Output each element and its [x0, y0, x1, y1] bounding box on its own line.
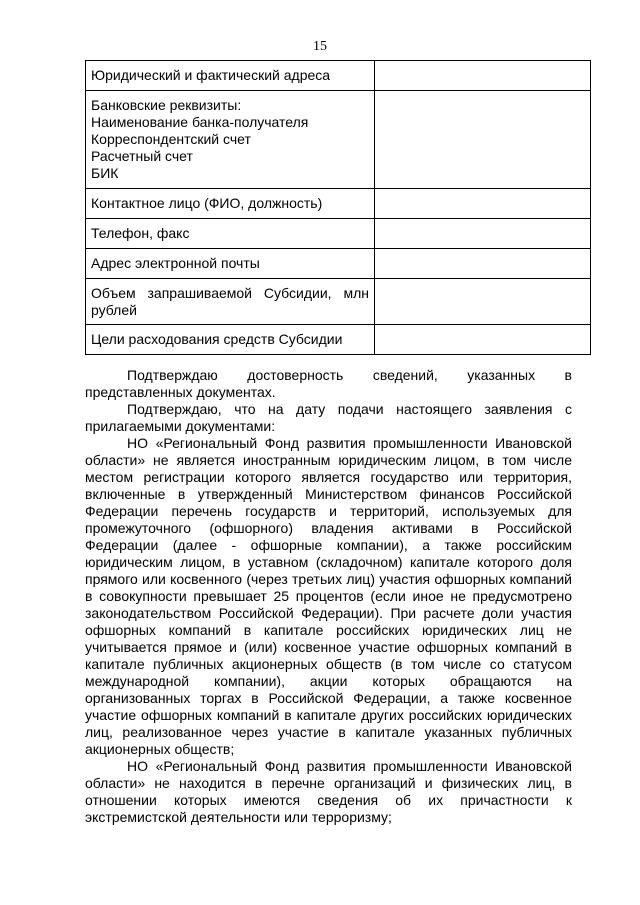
label-line: Объем запрашиваемой Субсидии, млн рублей	[91, 285, 369, 318]
label-line: Контактное лицо (ФИО, должность)	[91, 195, 323, 211]
label-line: Юридический и фактический адреса	[91, 67, 331, 83]
row-label-bank-details	[86, 91, 375, 189]
table-row	[86, 219, 591, 249]
paragraph-offshore-statement: НО «Региональный Фонд развития промышленности Ивановской области» не является иностранным юридическим лицом, в том числе местом регистрации которого является государство или территория, включенные в утвержденный Министерством финансов Российской Федерации перечень государств и территорий, используемых для промежуточного (офшорного) владения активами в Российской Федерации (далее - офшорные компании), а также российским юридическим лицом, в уставном (складочном) капитале которого доля прямого или косвенного (через третьих лиц) участия офшорных компаний в совокупности превышает 25 процентов (если иное не предусмотрено законодательством Российской Федерации). При расчете доли участия офшорных компаний в капитале российских юридических лиц не учитывается прямое и (или) косвенное участие офшорных компаний в капитале публичных акционерных обществ (в том числе со статусом международной компании), акции которых обращаются на организованных торгах в Российской Федерации, а также косвенное участие офшорных компаний в капитале других российских юридических лиц, реализованное через участие в капитале указанных публичных акционерных обществ;	[85, 435, 572, 757]
paragraph-confirm-date: Подтверждаю, что на дату подачи настоящего заявления с прилагаемыми документами:	[85, 401, 572, 434]
row-label-subsidy-purpose	[86, 325, 375, 355]
applicant-info-table	[85, 60, 591, 355]
label-line: Адрес электронной почты	[91, 255, 260, 271]
row-value-email[interactable]	[375, 249, 591, 279]
row-value-phone-fax[interactable]	[375, 219, 591, 249]
label-line: Банковские реквизиты:	[91, 97, 242, 113]
row-value-subsidy-amount[interactable]	[375, 279, 591, 325]
row-value-contact-person[interactable]	[375, 189, 591, 219]
row-label-subsidy-amount	[86, 279, 375, 325]
label-line: Наименование банка-получателя	[91, 114, 309, 130]
table-row	[86, 61, 591, 91]
label-line: Корреспондентский счет	[91, 131, 251, 147]
label-line: Телефон, факс	[91, 225, 190, 241]
label-line: Цели расходования средств Субсидии	[91, 331, 343, 347]
row-label-email	[86, 249, 375, 279]
row-value-subsidy-purpose[interactable]	[375, 325, 591, 355]
label-line: Расчетный счет	[91, 148, 193, 164]
label-line: БИК	[91, 165, 119, 181]
table-row	[86, 249, 591, 279]
row-value-bank-details[interactable]	[375, 91, 591, 189]
table-row	[86, 325, 591, 355]
declaration-text	[85, 367, 572, 826]
paragraph-confirm-accuracy: Подтверждаю достоверность сведений, указанных в представленных документах.	[85, 367, 572, 400]
page-number: 15	[313, 39, 327, 54]
row-label-phone-fax	[86, 219, 375, 249]
row-label-contact-person	[86, 189, 375, 219]
row-value-address[interactable]	[375, 61, 591, 91]
paragraph-extremism-statement: НО «Региональный Фонд развития промышленности Ивановской области» не находится в перечне организаций и физических лиц, в отношении которых имеются сведения об их причастности к экстремистской деятельности или терроризму;	[85, 758, 572, 825]
row-label-address	[86, 61, 375, 91]
table-row	[86, 279, 591, 325]
table-row	[86, 91, 591, 189]
table-row	[86, 189, 591, 219]
